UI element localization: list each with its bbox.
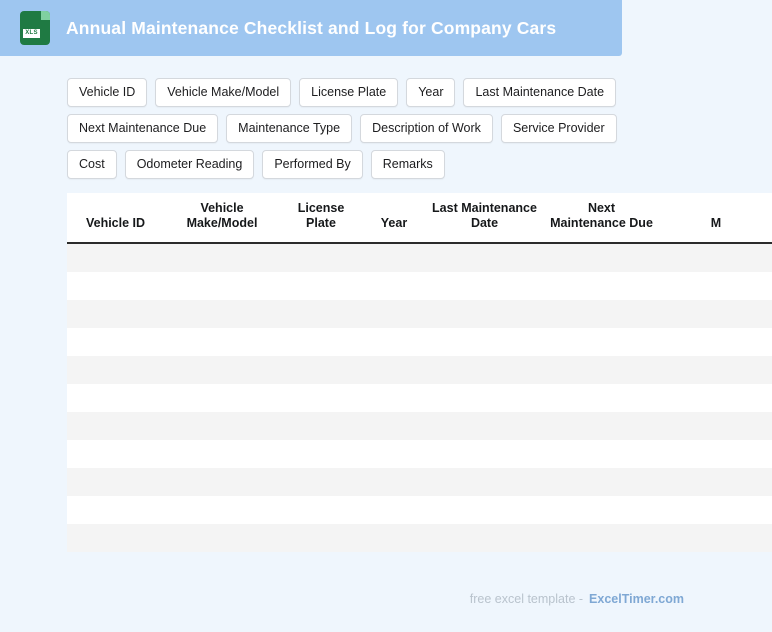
table-cell[interactable] [280,524,362,552]
document-header [0,0,622,56]
table-cell[interactable] [280,412,362,440]
table-cell[interactable] [426,243,543,272]
table-cell[interactable] [67,300,164,328]
table-cell[interactable] [362,356,426,384]
table-cell[interactable] [280,440,362,468]
maintenance-log-table [67,193,772,552]
field-chip-cost[interactable]: Cost [67,150,117,179]
table-cell[interactable] [280,328,362,356]
table-cell[interactable] [660,272,772,300]
field-chip-row [67,114,687,143]
field-chip-row [67,150,687,179]
table-cell[interactable] [543,440,660,468]
table-cell[interactable] [426,496,543,524]
table-cell[interactable] [426,524,543,552]
field-chip-license-plate[interactable]: License Plate [299,78,398,107]
field-chip-maintenance-type[interactable]: Maintenance Type [226,114,352,143]
table-cell[interactable] [280,300,362,328]
table-cell[interactable] [426,468,543,496]
field-chip-vehicle-make-model[interactable]: Vehicle Make/Model [155,78,291,107]
table-cell[interactable] [660,524,772,552]
xls-file-icon [20,11,50,45]
column-header-maintenance-type-truncated[interactable]: M [660,193,772,243]
table-cell[interactable] [660,356,772,384]
maintenance-log-table-wrap [67,193,722,552]
field-chip-list [67,78,687,186]
table-cell[interactable] [426,356,543,384]
table-cell[interactable] [280,496,362,524]
table-cell[interactable] [67,412,164,440]
table-cell[interactable] [543,496,660,524]
table-cell[interactable] [660,300,772,328]
field-chip-performed-by[interactable]: Performed By [262,150,362,179]
table-cell[interactable] [362,272,426,300]
table-cell[interactable] [362,243,426,272]
table-cell[interactable] [426,328,543,356]
table-cell[interactable] [280,356,362,384]
table-cell[interactable] [426,412,543,440]
table-row[interactable] [67,243,772,272]
table-cell[interactable] [164,384,280,412]
table-cell[interactable] [280,272,362,300]
table-cell[interactable] [426,440,543,468]
table-cell[interactable] [543,468,660,496]
table-cell[interactable] [660,468,772,496]
table-cell[interactable] [67,496,164,524]
table-row[interactable] [67,412,772,440]
table-cell[interactable] [426,272,543,300]
table-cell[interactable] [67,328,164,356]
table-cell[interactable] [660,496,772,524]
table-header-row [67,193,772,243]
table-cell[interactable] [660,243,772,272]
table-cell[interactable] [660,412,772,440]
table-cell[interactable] [543,328,660,356]
table-cell[interactable] [362,300,426,328]
table-body [67,243,772,552]
table-cell[interactable] [67,384,164,412]
column-header-last-maintenance-date[interactable]: Last Maintenance Date [426,193,543,243]
table-row[interactable] [67,440,772,468]
table-cell[interactable] [164,328,280,356]
page-title: Annual Maintenance Checklist and Log for Company Cars [66,17,557,38]
table-cell[interactable] [164,412,280,440]
column-header-year[interactable]: Year [362,193,426,243]
table-cell[interactable] [280,384,362,412]
table-cell[interactable] [67,524,164,552]
table-cell[interactable] [280,243,362,272]
table-cell[interactable] [543,356,660,384]
table-cell[interactable] [67,440,164,468]
column-header-vehicle-id[interactable]: Vehicle ID [67,193,164,243]
table-row[interactable] [67,384,772,412]
table-cell[interactable] [164,243,280,272]
table-cell[interactable] [362,384,426,412]
field-chip-vehicle-id[interactable]: Vehicle ID [67,78,147,107]
table-row[interactable] [67,524,772,552]
table-cell[interactable] [164,524,280,552]
table-cell[interactable] [164,300,280,328]
table-cell[interactable] [362,440,426,468]
table-cell[interactable] [543,300,660,328]
xls-icon-fold [41,11,50,20]
field-chip-remarks[interactable]: Remarks [371,150,445,179]
table-cell[interactable] [164,468,280,496]
field-chip-service-provider[interactable]: Service Provider [501,114,617,143]
table-row[interactable] [67,356,772,384]
footer-brand-link[interactable]: ExcelTimer.com [589,592,684,606]
table-cell[interactable] [543,243,660,272]
field-chip-description-of-work[interactable]: Description of Work [360,114,493,143]
table-cell[interactable] [164,356,280,384]
footer-credit [470,592,684,606]
table-cell[interactable] [362,468,426,496]
table-cell[interactable] [164,496,280,524]
table-cell[interactable] [362,328,426,356]
field-chip-odometer-reading[interactable]: Odometer Reading [125,150,255,179]
table-cell[interactable] [543,412,660,440]
table-cell[interactable] [67,243,164,272]
table-cell[interactable] [543,272,660,300]
table-cell[interactable] [426,300,543,328]
table-cell[interactable] [164,272,280,300]
table-row[interactable] [67,496,772,524]
table-cell[interactable] [362,412,426,440]
footer-text: free excel template - [469,592,584,606]
table-row[interactable] [67,272,772,300]
field-chip-last-maintenance-date[interactable]: Last Maintenance Date [463,78,616,107]
table-cell[interactable] [543,384,660,412]
column-header-vehicle-make-model[interactable]: Vehicle Make/Model [164,193,280,243]
table-cell[interactable] [67,356,164,384]
table-header [67,193,772,243]
table-cell[interactable] [426,384,543,412]
column-header-license-plate[interactable]: License Plate [280,193,362,243]
field-chip-next-maintenance-due[interactable]: Next Maintenance Due [67,114,218,143]
table-cell[interactable] [362,496,426,524]
table-cell[interactable] [280,468,362,496]
table-cell[interactable] [660,328,772,356]
table-row[interactable] [67,328,772,356]
table-cell[interactable] [67,272,164,300]
xls-icon-label: XLS [23,29,40,38]
table-cell[interactable] [164,440,280,468]
table-cell[interactable] [543,524,660,552]
table-row[interactable] [67,300,772,328]
table-cell[interactable] [660,440,772,468]
table-cell[interactable] [660,384,772,412]
column-header-next-maintenance-due[interactable]: Next Maintenance Due [543,193,660,243]
field-chip-year[interactable]: Year [406,78,455,107]
table-row[interactable] [67,468,772,496]
table-cell[interactable] [362,524,426,552]
table-cell[interactable] [67,468,164,496]
field-chip-row [67,78,687,107]
